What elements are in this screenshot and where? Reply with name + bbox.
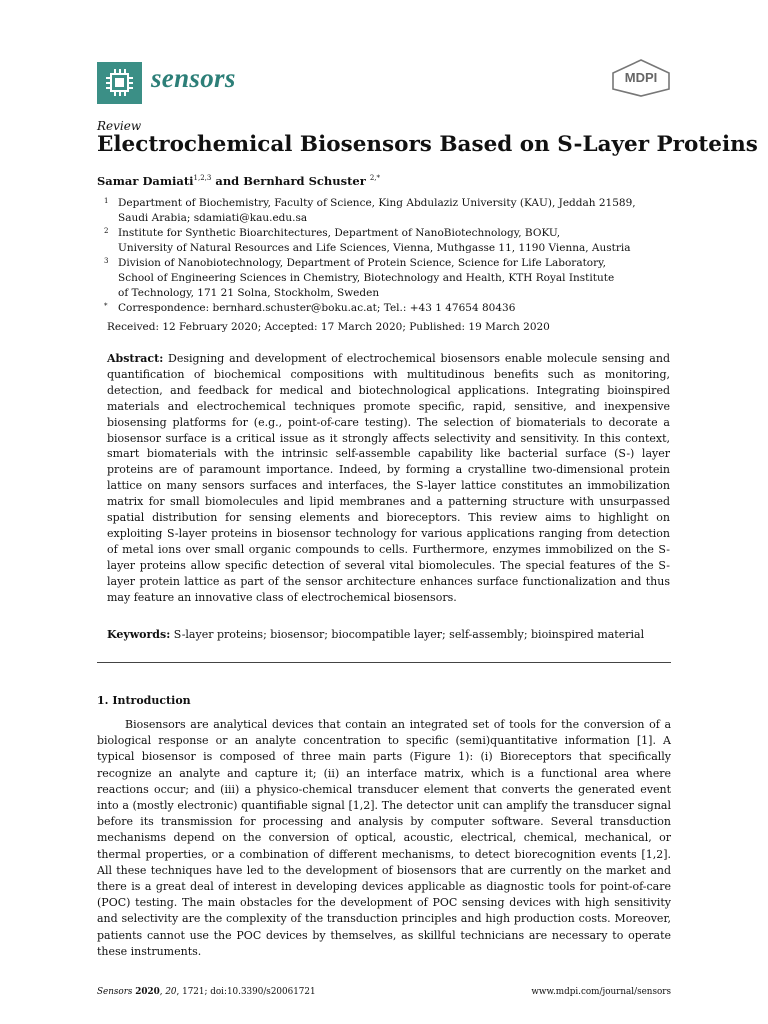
author-name: and Bernhard Schuster [211,174,366,188]
divider [97,662,671,663]
footer-journal: Sensors [97,987,133,997]
footer-doi: , 1721; doi:10.3390/s20061721 [176,987,316,997]
publication-dates: Received: 12 February 2020; Accepted: 17 March 2020; Published: 19 March 2020 [107,321,550,333]
publisher-logo [611,59,671,97]
article-title: Electrochemical Biosensors Based on S-Layer Proteins [97,132,758,157]
journal-url[interactable]: www.mdpi.com/journal/sensors [531,987,671,997]
author-name: Samar Damiati [97,174,194,188]
author-list [97,174,380,188]
journal-name: sensors [151,63,236,93]
keywords-label: Keywords: [107,628,171,641]
citation-footer: Sensors 2020, 20, 1721; doi:10.3390/s20061721 [97,987,316,997]
section-body: Biosensors are analytical devices that contain an integrated set of tools for the conversion of a biological response or an analyte concentration to specific (semi)quantitative information [1]. A typical biosensor is composed of three main parts (Figure 1): (i) Bioreceptors that specifically recognize an analyte and capture it; (ii) an interface matrix, which is a functional area where reactions occur; and (iii) a physico-chemical transducer element that converts the generated event into a (mostly electronic) quantifiable signal [1,2]. The detector unit can amplify the transducer signal before its transmission for processing and analysis by computer software. Several transduction mechanisms depend on the conversion of optical, acoustic, electrical, chemical, mechanical, or thermal properties, or a combination of different mechanisms, to detect biorecognition events [1,2]. All these techniques have led to the development of biosensors that are currently on the market and there is a great deal of interest in developing devices applicable as diagnostic tools for point-of-care (POC) testing. The main obstacles for the development of POC sensing devices with high sensitivity and selectivity are the complexity of the transduction principles and high production costs. Moreover, patients cannot use the POC devices by themselves, as skillful technicians are necessary to operate these instruments. [97,718,671,958]
keywords [107,628,644,641]
footer-year: 2020 [135,987,160,997]
section-heading: 1. Introduction [97,694,191,707]
footer-volume: 20 [165,987,177,997]
author-affil-sup: 2,* [369,174,380,183]
article-type: Review [97,119,142,133]
mdpi-hexagon-icon [611,59,671,97]
author-affil-sup: 1,2,3 [193,174,212,183]
keywords-text: S-layer proteins; biosensor; biocompatible layer; self-assembly; bioinspired material [170,628,645,641]
journal-logo-icon [97,62,142,104]
publisher-name: MDPI [624,70,658,85]
abstract [107,351,670,606]
abstract-text: Designing and development of electrochemical biosensors enable molecule sensing and quantification of biochemical compositions with multitudinous benefits such as monitoring, detection, and feedback for medical and biotechnological applications. Integrating bioinspired materials and electrochemical techniques promote specific, rapid, sensitive, and inexpensive biosensing platforms for (e.g., point-of-care testing). The selection of biomaterials to decorate a biosensor surface is a critical issue as it strongly affects selectivity and sensitivity. In this context, smart biomaterials with the intrinsic self-assemble capability like bacterial surface (S-) layer proteins are of paramount importance. Indeed, by forming a crystalline two-dimensional protein lattice on many sensors surfaces and interfaces, the S-layer lattice constitutes an immobilization matrix for small biomolecules and lipid membranes and a patterning structure with unsurpassed spatial distribution for sensing elements and bioreceptors. This review aims to highlight on exploiting S-layer proteins in biosensor technology for various applications ranging from detection of metal ions over small organic compounds to cells. Furthermore, enzymes immobilized on the S-layer proteins allow specific detection of several vital biomolecules. The special features of the S-layer protein lattice as part of the sensor architecture enhances surface functionalization and thus may feature an innovative class of electrochemical biosensors. [107,352,670,604]
abstract-label: Abstract: [107,352,164,365]
